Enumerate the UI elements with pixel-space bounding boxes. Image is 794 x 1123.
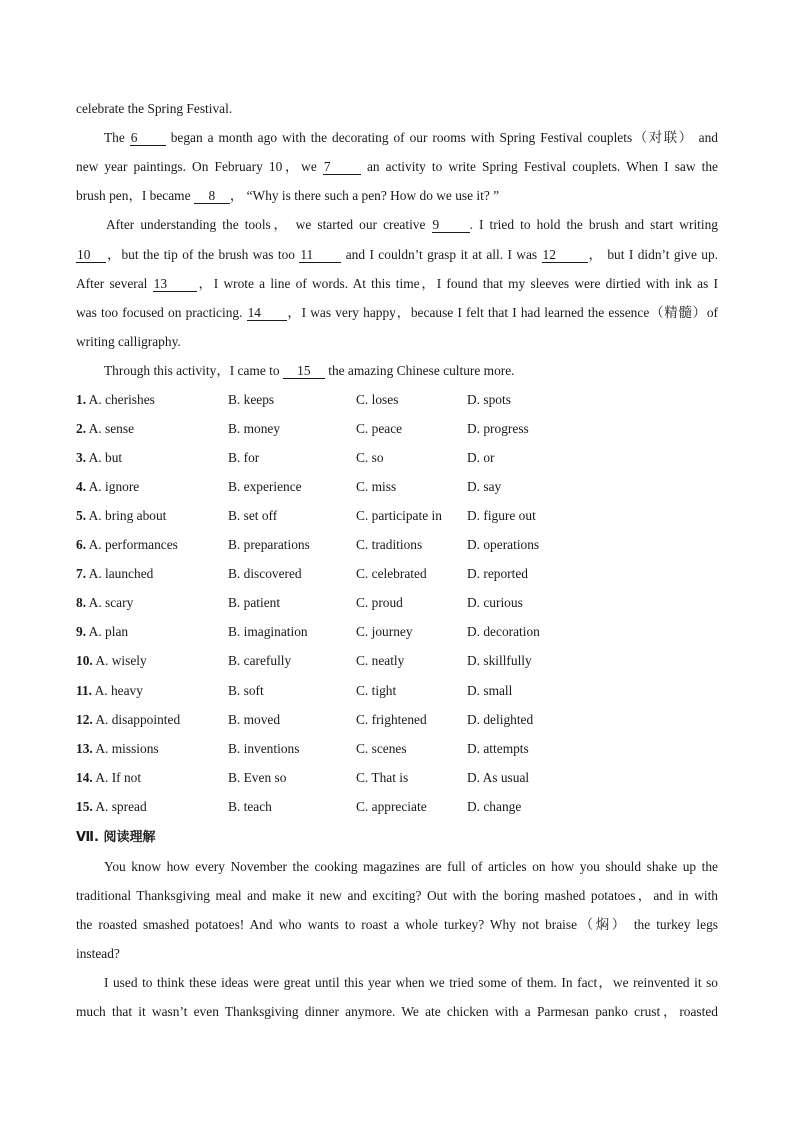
question-row: [76, 535, 718, 555]
option-b: B. soft: [228, 682, 264, 698]
option-c: C. frightened: [356, 711, 427, 727]
option-d: D. change: [467, 798, 522, 814]
option-b: B. experience: [228, 479, 302, 495]
passage-text: the amazing Chinese culture more.: [324, 363, 515, 378]
option-a-text: A. bring about: [88, 508, 167, 524]
option-a-text: A. disappointed: [95, 711, 181, 727]
question-row: [76, 651, 718, 671]
question-number: 6.: [76, 537, 87, 553]
question-row: [76, 448, 718, 468]
option-b: B. moved: [228, 711, 281, 727]
passage-text: writing calligraphy.: [76, 334, 181, 349]
option-a: [76, 506, 166, 526]
passage-text: . I tried to hold the brush and start writing: [469, 217, 718, 232]
section-title: Ⅶ. 阅读理解: [76, 830, 156, 845]
passage-text: brush pen，I became: [76, 188, 194, 203]
reading-line: [76, 1002, 718, 1022]
passage-text: an activity to write Spring Festival couplets. When I saw the: [360, 159, 718, 174]
option-c: C. loses: [356, 392, 399, 407]
question-number: 3.: [76, 450, 87, 466]
question-number: 9.: [76, 624, 87, 640]
option-a-text: A. spread: [95, 798, 147, 814]
question-number: 2.: [76, 421, 87, 437]
option-c: C. journey: [356, 624, 413, 640]
question-row: [76, 477, 718, 497]
question-row: [76, 768, 718, 788]
option-a: [76, 622, 128, 642]
option-a: [76, 797, 147, 817]
option-d: D. say: [467, 479, 502, 495]
question-number: 13.: [76, 740, 93, 756]
option-c: C. That is: [356, 769, 409, 785]
option-d: D. curious: [467, 595, 523, 611]
blank-7: 7: [323, 159, 361, 175]
option-b: B. patient: [228, 595, 281, 611]
passage-line: [76, 99, 718, 119]
blank-14: 14: [247, 305, 287, 321]
option-a-text: A. missions: [95, 740, 159, 756]
option-a: [76, 768, 141, 788]
option-b: B. for: [228, 450, 260, 466]
option-a: [76, 593, 133, 613]
question-row: [76, 681, 718, 701]
blank-8: 8: [194, 188, 230, 204]
question-number: 4.: [76, 479, 87, 495]
option-a-text: A. but: [88, 450, 123, 466]
reading-line: [104, 973, 718, 993]
question-number: 10.: [76, 653, 93, 669]
option-c: C. proud: [356, 595, 403, 611]
passage-text: ， “Why is there such a pen? How do we use it? ”: [229, 188, 500, 203]
passage-text: was too focused on practicing.: [76, 305, 247, 320]
passage-text: ，I was very happy，because I felt that I had learned the essence（精髓）of: [286, 305, 718, 320]
question-row: [76, 390, 718, 410]
question-row: [76, 506, 718, 526]
option-a-text: A. heavy: [94, 682, 143, 698]
question-number: 7.: [76, 566, 87, 582]
reading-line: [76, 915, 718, 935]
question-row: [76, 593, 718, 613]
option-d: D. or: [467, 450, 495, 466]
option-d: D. As usual: [467, 769, 530, 785]
option-a-text: A. wisely: [95, 653, 147, 669]
option-a: [76, 564, 153, 584]
passage-text: ， but I didn’t give up.: [587, 247, 718, 262]
passage-line: [76, 274, 718, 294]
question-row: [76, 710, 718, 730]
blank-12: 12: [542, 247, 588, 263]
question-row: [76, 622, 718, 642]
passage-line: [76, 245, 718, 265]
option-b: B. Even so: [228, 769, 287, 785]
option-a: [76, 390, 155, 410]
option-b: B. preparations: [228, 537, 310, 553]
option-d: D. spots: [467, 392, 511, 407]
option-c: C. miss: [356, 479, 397, 495]
option-b: B. teach: [228, 798, 272, 814]
option-a: [76, 739, 159, 759]
option-d: D. small: [467, 682, 513, 698]
option-c: C. neatly: [356, 653, 405, 669]
option-a: [76, 681, 143, 701]
option-a-text: A. If not: [95, 769, 142, 785]
option-d: D. decoration: [467, 624, 540, 640]
option-a: [76, 710, 180, 730]
option-b: B. carefully: [228, 653, 292, 669]
passage-text: new year paintings. On February 10，we: [76, 159, 323, 174]
option-c: C. traditions: [356, 537, 423, 553]
question-row: [76, 419, 718, 439]
option-c: C. scenes: [356, 740, 407, 756]
passage-text: After understanding the tools， we started our creative: [106, 217, 432, 232]
question-row: [76, 564, 718, 584]
option-a-text: A. performances: [88, 537, 178, 553]
option-a: [76, 651, 147, 671]
option-a-text: A. scary: [88, 595, 134, 611]
option-a: [76, 448, 122, 468]
option-d: D. reported: [467, 566, 528, 582]
option-a-text: A. sense: [88, 421, 135, 437]
option-a: [76, 477, 139, 497]
option-d: D. figure out: [467, 508, 536, 524]
blank-15: 15: [283, 363, 325, 379]
passage-text: and I couldn’t grasp it at all. I was: [341, 247, 542, 262]
option-d: D. skillfully: [467, 653, 532, 669]
passage-line: [76, 303, 718, 323]
option-d: D. delighted: [467, 711, 534, 727]
passage-text: celebrate the Spring Festival.: [76, 101, 233, 116]
option-b: B. money: [228, 421, 281, 437]
option-b: B. discovered: [228, 566, 302, 582]
option-b: B. set off: [228, 508, 278, 524]
passage-line: [76, 157, 718, 177]
reading-text: much that it wasn’t even Thanksgiving dinner anymore. We ate chicken with a Parmesan panko crust，roasted: [76, 1004, 718, 1019]
question-number: 14.: [76, 769, 93, 785]
option-d: D. attempts: [467, 740, 529, 756]
reading-text: the roasted smashed potatoes! And who wants to roast a whole turkey? Why not braise（焖） the turkey legs: [76, 917, 718, 932]
reading-text: traditional Thanksgiving meal and make it new and exciting? Out with the boring mashed potatoes，and in with: [76, 888, 718, 903]
option-a-text: A. ignore: [88, 479, 140, 495]
blank-10: 10: [76, 247, 106, 263]
option-c: C. celebrated: [356, 566, 427, 582]
question-number: 12.: [76, 711, 93, 727]
reading-line: [76, 944, 718, 964]
question-row: [76, 797, 718, 817]
question-number: 8.: [76, 595, 87, 611]
option-b: B. inventions: [228, 740, 300, 756]
passage-line: [76, 332, 718, 352]
passage-line: [104, 361, 718, 381]
reading-text: I used to think these ideas were great until this year when we tried some of them. In fact，we reinvented it so: [104, 975, 718, 990]
passage-text: ，I wrote a line of words. At this time，I found that my sleeves were dirtied with ink as I: [196, 276, 718, 291]
passage-text: began a month ago with the decorating of our rooms with Spring Festival couplets（对联） and: [165, 130, 718, 145]
reading-line: [76, 886, 718, 906]
question-number: 15.: [76, 798, 93, 814]
blank-13: 13: [153, 276, 197, 292]
blank-9: 9: [432, 217, 470, 233]
passage-text: ，but the tip of the brush was too: [106, 247, 300, 262]
question-number: 11.: [76, 682, 92, 698]
question-number: 1.: [76, 392, 87, 407]
option-a: [76, 419, 134, 439]
option-c: C. participate in: [356, 508, 442, 524]
option-c: C. peace: [356, 421, 403, 437]
blank-6: 6: [130, 130, 166, 146]
blank-11: 11: [299, 247, 341, 263]
option-a-text: A. plan: [88, 624, 129, 640]
option-c: C. appreciate: [356, 798, 427, 814]
passage-text: The: [104, 130, 130, 145]
option-c: C. tight: [356, 682, 397, 698]
passage-line: [106, 215, 718, 235]
passage-line: [104, 128, 718, 148]
passage-text: Through this activity，I came to: [104, 363, 283, 378]
question-number: 5.: [76, 508, 87, 524]
option-a-text: A. cherishes: [88, 392, 155, 407]
option-d: D. progress: [467, 421, 529, 437]
option-b: B. imagination: [228, 624, 308, 640]
passage-line: [76, 186, 718, 206]
reading-text: instead?: [76, 946, 120, 961]
option-d: D. operations: [467, 537, 540, 553]
option-b: B. keeps: [228, 392, 275, 407]
option-a-text: A. launched: [88, 566, 154, 582]
question-row: [76, 739, 718, 759]
option-c: C. so: [356, 450, 384, 466]
passage-text: After several: [76, 276, 153, 291]
reading-line: [104, 857, 718, 877]
reading-text: You know how every November the cooking magazines are full of articles on how you should shake up the: [104, 859, 718, 874]
option-a: [76, 535, 178, 555]
